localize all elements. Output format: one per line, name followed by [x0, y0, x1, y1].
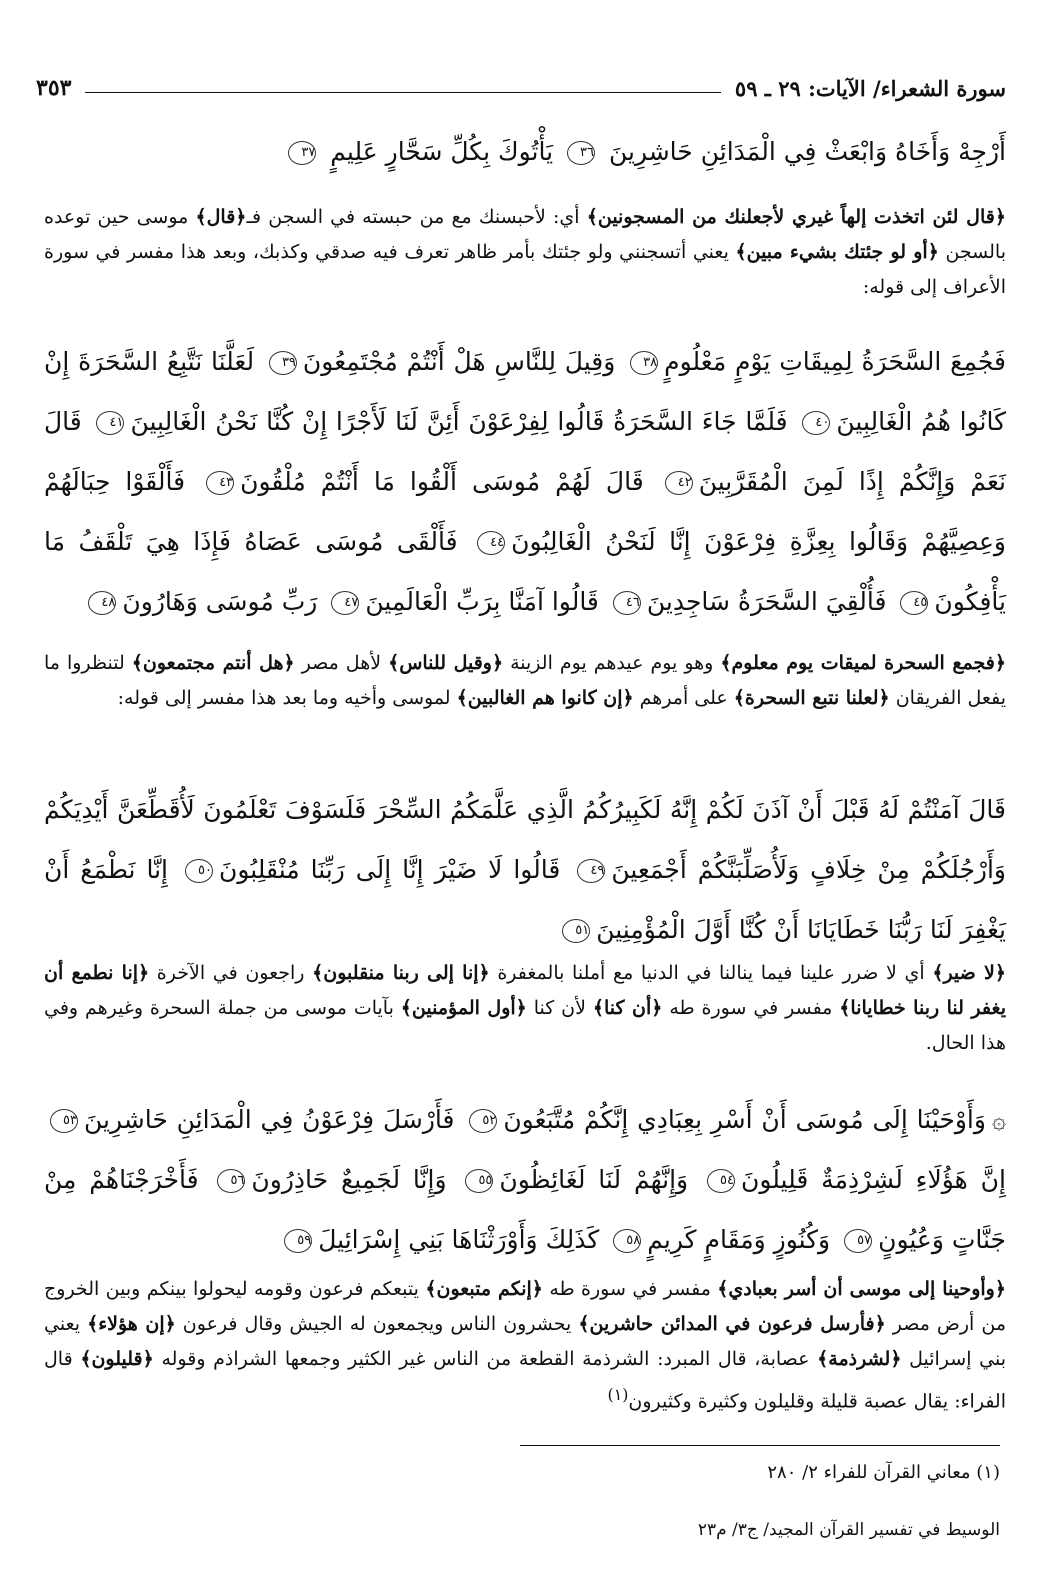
verse-text: فَأُلْقِيَ السَّحَرَةُ سَاجِدِينَ	[646, 587, 887, 616]
commentary-block-4	[44, 1272, 1006, 1419]
quoted-verse: ﴿وأوحينا إلى موسى أن أسر بعبادي﴾	[717, 1278, 1006, 1300]
commentary-text: لأهل مصر	[294, 652, 389, 674]
quoted-verse: ﴿إن كانوا هم الغالبين﴾	[456, 687, 634, 709]
commentary-text: لموسى وأخيه وما بعد هذا مفسر إلى قوله:	[117, 687, 457, 709]
footnote-rule	[520, 1445, 1000, 1446]
quoted-verse: ﴿لعلنا نتبع السحرة﴾	[733, 687, 890, 709]
verse-number: ٤٦	[613, 591, 641, 615]
verse-text: وَأَوْحَيْنَا إِلَى مُوسَى أَنْ أَسْرِ بِعِبَادِي إِنَّكُمْ مُتَّبَعُونَ	[503, 1105, 986, 1134]
commentary-text: أي لا ضرر علينا فيما ينالنا في الدنيا مع أملنا بالمغفرة	[489, 962, 933, 984]
verse-number: ٤٥	[900, 591, 928, 615]
book-footer: الوسيط في تفسير القرآن المجيد/ ج٣/ م٢٣	[697, 1520, 1000, 1540]
footnote-ref: (١)	[607, 1385, 629, 1404]
verse-text: أَرْجِهْ وَأَخَاهُ وَابْعَثْ فِي الْمَدَائِنِ حَاشِرِينَ	[608, 137, 1006, 166]
verse-number: ٤١	[96, 411, 124, 435]
quoted-verse: ﴿فأرسل فرعون في المدائن حاشرين﴾	[578, 1313, 886, 1335]
commentary-text: يعني أتسجنني ولو جئتك بأمر ظاهر تعرف فيه صدقي وكذبك، وبعد هذا مفسر في سورة الأعراف إلى قوله:	[44, 241, 1006, 298]
verse-text: قَالَ نَعَمْ وَإِنَّكُمْ إِذًا لَمِنَ الْمُقَرَّبِينَ	[44, 407, 1006, 496]
verse-text: فَأَلْقَى مُوسَى عَصَاهُ فَإِذَا هِيَ تَلْقَفُ مَا يَأْفِكُونَ	[44, 527, 1006, 616]
footnote: (١) معاني القرآن للفراء ٢/ ٢٨٠	[767, 1462, 1000, 1483]
verse-number: ٥١	[562, 919, 590, 943]
surah-title: سورة الشعراء/ الآيات: ٢٩ ـ ٥٩	[734, 75, 1006, 101]
verse-text: كَذَلِكَ وَأَوْرَثْنَاهَا بَنِي إِسْرَائِيلَ	[318, 1225, 600, 1254]
quoted-verse: ﴿إنا نطمع أن يغفر لنا ربنا خطايانا﴾	[44, 962, 1006, 1019]
verse-block-4	[44, 1090, 1006, 1270]
commentary-text: راجعون في الآخرة	[149, 962, 313, 984]
commentary-text: يحشرون الناس ويجمعون له الجيش وقال فرعون	[175, 1313, 579, 1335]
quoted-verse: ﴿وقيل للناس﴾	[388, 652, 504, 674]
verse-number: ٥٩	[284, 1229, 312, 1253]
verse-number: ٥٨	[613, 1229, 641, 1253]
verse-number: ٣٧	[288, 141, 316, 165]
page-number: ٣٥٣	[36, 75, 72, 101]
verse-number: ٤٩	[577, 859, 605, 883]
header-rule	[85, 92, 720, 93]
verse-text: فَأَخْرَجْنَاهُمْ مِنْ جَنَّاتٍ وَعُيُونٍ	[44, 1165, 1006, 1254]
hizb-mark-icon: ۞	[991, 1106, 1006, 1134]
commentary-text: لتنظروا ما يفعل الفريقان	[44, 652, 1006, 709]
verse-number: ٤٢	[665, 471, 693, 495]
commentary-text: عصابة، قال المبرد: الشرذمة القطعة من الناس غير الكثير وجمعها الشراذم وقوله	[153, 1348, 818, 1370]
verse-text: قَالُوا لَا ضَيْرَ إِنَّا إِلَى رَبِّنَا مُنْقَلِبُونَ	[218, 855, 561, 884]
commentary-text: يتبعكم فرعون وقومه ليحولوا بينكم وبين الخروج من أرض مصر	[44, 1278, 1007, 1335]
verse-text: قَالَ آمَنْتُمْ لَهُ قَبْلَ أَنْ آذَنَ لَكُمْ إِنَّهُ لَكَبِيرُكُمُ الَّذِي عَلَّمَكُمُ السِّحْرَ فَلَسَوْفَ تَعْلَمُونَ لَأُقَطِّعَنَّ أَيْدِيَكُمْ وَأَرْجُلَكُمْ مِنْ خِلَافٍ وَلَأُصَلِّبَنَّكُمْ أَجْمَعِينَ	[44, 795, 1007, 884]
verse-text: وَكُنُوزٍ وَمَقَامٍ كَرِيمٍ	[647, 1225, 831, 1254]
quoted-verse: ﴿إن هؤلاء﴾	[87, 1313, 176, 1335]
commentary-block-2	[44, 646, 1006, 716]
commentary-block-1	[44, 200, 1006, 305]
verse-text: إِنَّ هَؤُلَاءِ لَشِرْذِمَةٌ قَلِيلُونَ	[740, 1165, 1006, 1194]
commentary-text: على أمرهم	[633, 687, 734, 709]
verse-text: إِنَّا نَطْمَعُ أَنْ يَغْفِرَ لَنَا رَبُّنَا خَطَايَانَا أَنْ كُنَّا أَوَّلَ الْمُؤْمِنِينَ	[44, 855, 1006, 944]
verse-block-1	[44, 122, 1006, 182]
commentary-text: قال الفراء: يقال عصبة قليلة وقليلون وكثيرة وكثيرون	[44, 1348, 1006, 1413]
commentary-text: بآيات موسى من جملة السحرة وغيرهم وفي هذا الحال.	[44, 997, 1006, 1054]
verse-text: فَجُمِعَ السَّحَرَةُ لِمِيقَاتِ يَوْمٍ مَعْلُومٍ	[664, 347, 1006, 376]
verse-text: قَالُوا آمَنَّا بِرَبِّ الْعَالَمِينَ	[365, 587, 599, 616]
verse-text: لَعَلَّنَا نَتَّبِعُ السَّحَرَةَ إِنْ كَانُوا هُمُ الْغَالِبِينَ	[44, 347, 1006, 436]
verse-number: ٤٠	[802, 411, 830, 435]
quoted-verse: ﴿أن كنا﴾	[592, 997, 663, 1019]
quoted-verse: ﴿قال لئن اتخذت إلهاً غيري لأجعلنك من المسجونين﴾	[586, 206, 1006, 228]
commentary-text: يعني بني إسرائيل	[44, 1313, 1007, 1370]
verse-text: وَإِنَّهُمْ لَنَا لَغَائِظُونَ	[499, 1165, 689, 1194]
commentary-text: موسى حين توعده بالسجن	[44, 206, 1006, 263]
quoted-verse: ﴿فجمع السحرة لميقات يوم معلوم﴾	[720, 652, 1006, 674]
quoted-verse: ﴿لشرذمة﴾	[817, 1348, 902, 1370]
quoted-verse: ﴿قليلون﴾	[80, 1348, 154, 1370]
quoted-verse: ﴿هل أنتم مجتمعون﴾	[131, 652, 295, 674]
quoted-verse: ﴿أول المؤمنين﴾	[400, 997, 527, 1019]
verse-number: ٤٣	[206, 471, 234, 495]
quoted-verse: ﴿لا ضير﴾	[932, 962, 1006, 984]
commentary-text: لأن كنا	[526, 997, 593, 1019]
verse-block-3	[44, 780, 1006, 960]
verse-number: ٥٥	[465, 1169, 493, 1193]
verse-text: وَقِيلَ لِلنَّاسِ هَلْ أَنْتُمْ مُجْتَمِعُونَ	[302, 347, 616, 376]
verse-text: فَلَمَّا جَاءَ السَّحَرَةُ قَالُوا لِفِرْعَوْنَ أَئِنَّ لَنَا لَأَجْرًا إِنْ كُنَّا نَحْنُ الْغَالِبِينَ	[130, 407, 788, 436]
verse-block-2	[44, 332, 1006, 632]
verse-number: ٤٨	[88, 591, 116, 615]
verse-text: يَأْتُوكَ بِكُلِّ سَحَّارٍ عَلِيمٍ	[330, 137, 554, 166]
running-header	[36, 70, 1006, 106]
verse-number: ٤٤	[477, 531, 505, 555]
verse-number: ٥٧	[844, 1229, 872, 1253]
verse-text: وَإِنَّا لَجَمِيعٌ حَاذِرُونَ	[251, 1165, 447, 1194]
quoted-verse: ﴿إنا إلى ربنا منقلبون﴾	[312, 962, 490, 984]
commentary-text: أي: لأحبسنك مع من حبسته في السجن فـ	[246, 206, 587, 228]
commentary-text: مفسر في سورة طه	[662, 997, 840, 1019]
verse-number: ٤٧	[331, 591, 359, 615]
verse-text: رَبِّ مُوسَى وَهَارُونَ	[122, 587, 318, 616]
commentary-text: مفسر في سورة طه	[542, 1278, 718, 1300]
verse-text: قَالَ لَهُمْ مُوسَى أَلْقُوا مَا أَنْتُمْ مُلْقُونَ	[240, 467, 644, 496]
verse-number: ٥٤	[707, 1169, 735, 1193]
commentary-block-3	[44, 956, 1006, 1061]
verse-number: ٣٦	[567, 141, 595, 165]
verse-number: ٥٦	[217, 1169, 245, 1193]
verse-number: ٥٢	[469, 1109, 497, 1133]
quoted-verse: ﴿قال﴾	[195, 206, 247, 228]
verse-number: ٥٠	[185, 859, 213, 883]
commentary-text: وهو يوم عيدهم يوم الزينة	[503, 652, 721, 674]
quoted-verse: ﴿إنكم متبعون﴾	[425, 1278, 543, 1300]
verse-text: فَأَلْقَوْا حِبَالَهُمْ وَعِصِيَّهُمْ وَقَالُوا بِعِزَّةِ فِرْعَوْنَ إِنَّا لَنَحْنُ الْغَالِبُونَ	[44, 467, 1006, 556]
verse-text: فَأَرْسَلَ فِرْعَوْنُ فِي الْمَدَائِنِ حَاشِرِينَ	[84, 1105, 455, 1134]
verse-number: ٣٨	[630, 351, 658, 375]
quoted-verse: ﴿أو لو جئتك بشيء مبين﴾	[735, 241, 939, 263]
verse-number: ٣٩	[269, 351, 297, 375]
verse-number: ٥٣	[50, 1109, 78, 1133]
